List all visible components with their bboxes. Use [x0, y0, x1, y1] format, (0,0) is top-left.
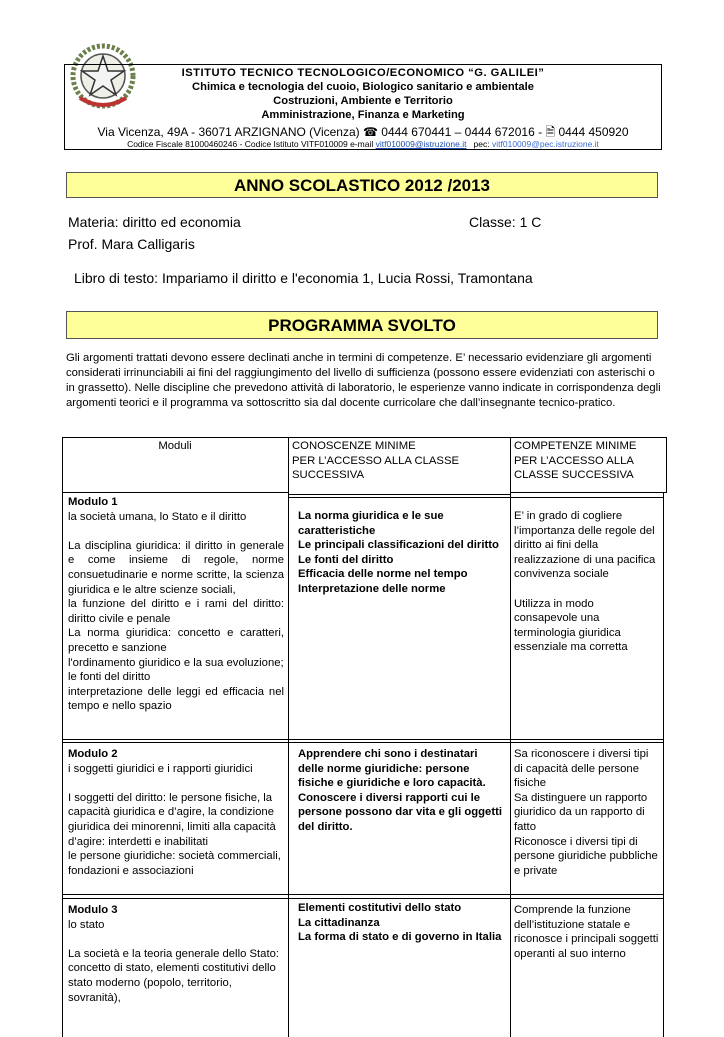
module-subtitle: i soggetti giuridici e i rapporti giuridici [68, 762, 253, 775]
header-bottom-border [288, 494, 510, 495]
intro-paragraph: Gli argomenti trattati devono essere declinati anche in termini di competenze. E’ necessario evidenziare gli argomenti considerati irrinunciabili ai fini del raggiungimento del livello di sufficienza (possono essere evidenziati con asterischi o in grassetto). Nelle discipline che prevedono attività di laboratorio, le esperienze vanno indicate in corrispondenza degli argomenti teorici e il programma va sottoscritto sia dal docente curricolare che dall’insegnante tecnico-pratico. [66, 352, 661, 409]
address: Via Vicenza, 49A - 36071 ARZIGNANO (Vicenza) [97, 125, 360, 139]
program-table [62, 437, 664, 1037]
fiscal-line [65, 139, 661, 149]
table-row [68, 747, 284, 878]
table-row [68, 903, 284, 1005]
module-content: La società e la teoria generale dello Stato: concetto di stato, elementi costitutivi dello stato moderno (popolo, territorio, sovranità), [68, 947, 280, 1004]
row-divider [62, 894, 664, 895]
course-line-3: Amministrazione, Finanza e Marketing [261, 109, 465, 121]
pec-label: pec: [473, 139, 490, 149]
row-divider [62, 898, 664, 899]
header-competenze: COMPETENZE MINIME PER L’ACCESSO ALLA CLASSE SUCCESSIVA [514, 440, 637, 482]
module-subtitle: lo stato [68, 918, 105, 931]
module-competence: Comprende la funzione dell’istituzione statale e riconosce i principali soggetti operanti al suo interno [514, 904, 659, 960]
phone-icon: ☎ [362, 125, 378, 139]
row-divider [62, 742, 664, 743]
table-border-left [62, 437, 63, 1037]
school-name: ISTITUTO TECNICO TECNOLOGICO/ECONOMICO “G. GALILEI” [181, 67, 545, 79]
phone-numbers: 0444 670441 – 0444 672016 - [381, 125, 543, 139]
module-title: Modulo 3 [68, 904, 118, 916]
header-bottom-border [510, 492, 667, 493]
textbook: Libro di testo: Impariamo il diritto e l'economia 1, Lucia Rossi, Tramontana [74, 270, 533, 286]
row-top-border [510, 497, 664, 498]
table-border-right [663, 493, 664, 1037]
row-top-border [288, 497, 510, 498]
module-competence: E’ in grado di cogliere l’importanza delle regole del diritto ai fini della realizzazione di una pacifica convivenza sociale Utilizza in modo consapevole una terminologia giuridica essenziale ma corretta [514, 510, 656, 654]
module-content: La disciplina giuridica: il diritto in generale e come insieme di regole, norme consuetudinarie e norme scritte, la scienza giuridica e le altre scienze sociali, la funzione del diritto e i rami del diritto: diritto civile e penale La norma giuridica: concetto e caratteri, precetto e sanzione l'ordinamento giuridico e la sua evoluzione; le fonti del diritto interpretazione delle leggi ed efficacia nel tempo e nello spazio [68, 539, 284, 713]
course-line-2: Costruzioni, Ambiente e Territorio [273, 95, 453, 107]
header-conoscenze: CONOSCENZE MINIME PER L’ACCESSO ALLA CLASSE SUCCESSIVA [292, 440, 460, 482]
teacher: Prof. Mara Calligaris [68, 236, 195, 252]
fiscal-code: Codice Fiscale 81000460246 - Codice Istituto VITF010009 e-mail [127, 139, 374, 149]
class: Classe: 1 C [469, 214, 542, 230]
header-moduli: Moduli [158, 440, 192, 452]
pec-link[interactable]: vitf010009@pec.istruzione.it [492, 139, 599, 149]
course-line-1: Chimica e tecnologia del cuoio, Biologico sanitario e ambientale [192, 81, 534, 93]
module-competence: Sa riconoscere i diversi tipi di capacità delle persone fisiche Sa distinguere un rapporto giuridico da un rapporto di fatto Riconosce i diversi tipi di persone giuridiche pubbliche e private [514, 748, 658, 877]
program-title: PROGRAMMA SVOLTO [66, 311, 658, 339]
header-border-right [666, 437, 667, 493]
header-bottom-border [62, 492, 288, 493]
table-col-divider [288, 437, 289, 1037]
table-top-border [62, 437, 667, 438]
module-title: Modulo 2 [68, 748, 118, 760]
module-knowledge: Elementi costitutivi dello stato La cittadinanza La forma di stato e di governo in Italia [298, 902, 502, 944]
module-subtitle: la società umana, lo Stato e il diritto [68, 510, 247, 523]
school-year-title: ANNO SCOLASTICO 2012 /2013 [66, 172, 658, 198]
fax-number: 0444 450920 [558, 125, 629, 139]
module-knowledge: La norma giuridica e le sue caratteristiche Le principali classificazioni del diritto Le fonti del diritto Efficacia delle norme nel tempo Interpretazione delle norme [298, 510, 499, 595]
module-content: I soggetti del diritto: le persone fisiche, la capacità giuridica e d’agire, la condizione giuridica dei minorenni, limiti alla capacità d’agire: interdetti e inabilitati le persone giuridiche: società commerciali, fondazioni e associazioni [68, 791, 281, 877]
fax-icon: 🗎 [545, 125, 556, 139]
module-knowledge: Apprendere chi sono i destinatari delle norme giuridiche: persone fisiche e giuridiche e loro capacità. Conoscere i diversi rapporti cui le persone possono dar vita e gli oggetti del diritto. [298, 748, 503, 833]
table-col-divider [510, 437, 511, 1037]
school-header [64, 64, 662, 150]
subject: Materia: diritto ed economia [68, 214, 241, 230]
email-link[interactable]: vitf010009@istruzione.it [375, 139, 467, 149]
row-divider [62, 739, 664, 740]
table-row [68, 495, 284, 714]
module-title: Modulo 1 [68, 496, 118, 508]
